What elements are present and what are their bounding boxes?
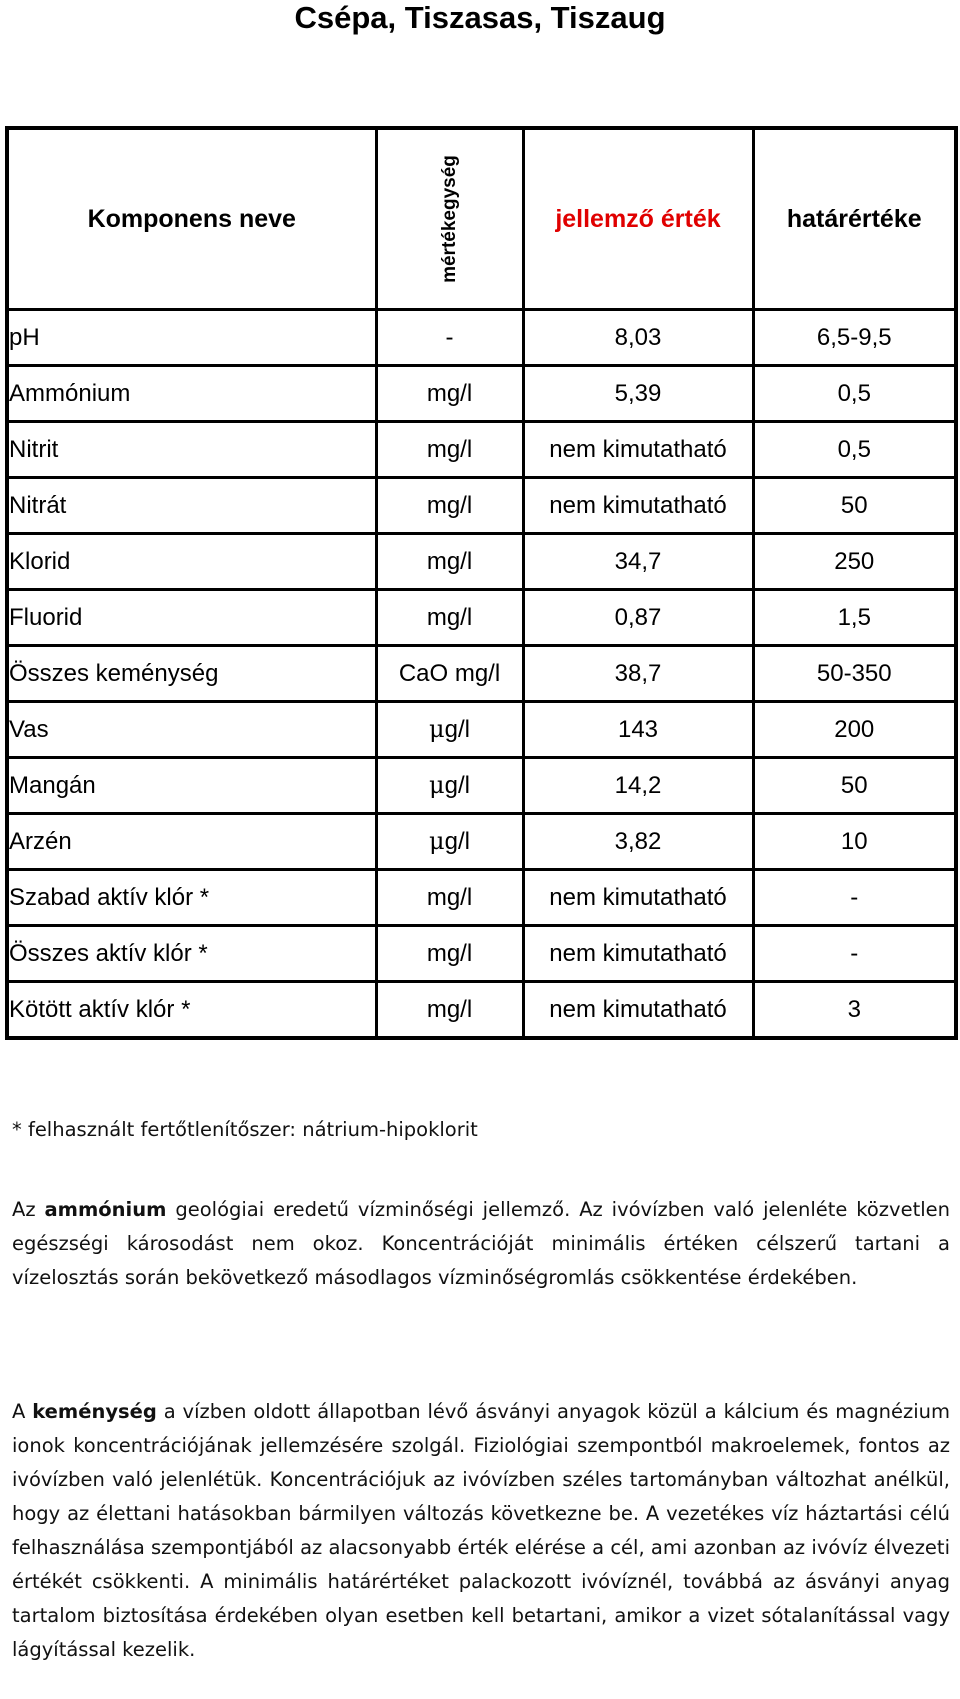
limit-value-cell: 1,5 <box>753 590 956 646</box>
unit-cell <box>376 422 523 478</box>
table-header-row <box>7 128 956 310</box>
paragraph-keyword: keménység <box>32 1400 157 1423</box>
component-name-cell: Ammónium <box>7 366 376 422</box>
typical-value-cell: nem kimutatható <box>523 870 753 926</box>
unit-cell <box>376 590 523 646</box>
table-row <box>7 534 956 590</box>
unit-cell <box>376 310 523 366</box>
table-row <box>7 422 956 478</box>
component-name-cell: Kötött aktív klór * <box>7 982 376 1039</box>
unit-label: mg/l <box>426 939 473 967</box>
component-name-cell: pH <box>7 310 376 366</box>
paragraph-text-pre: A <box>12 1400 33 1423</box>
component-name-cell: Fluorid <box>7 590 376 646</box>
paragraph-keyword: ammónium <box>44 1198 167 1221</box>
typical-value-cell: 3,82 <box>523 814 753 870</box>
page-title: Csépa, Tiszasas, Tiszaug <box>294 0 666 35</box>
typical-value-cell: 14,2 <box>523 758 753 814</box>
hardness-paragraph <box>12 1395 950 1667</box>
limit-value-cell: 3 <box>753 982 956 1039</box>
component-name-cell: Klorid <box>7 534 376 590</box>
unit-label: mg/l <box>426 379 473 407</box>
paragraph-text-pre: Az <box>12 1198 45 1221</box>
component-name-cell: Arzén <box>7 814 376 870</box>
limit-value-cell: 200 <box>753 702 956 758</box>
table-row <box>7 926 956 982</box>
unit-cell <box>376 646 523 702</box>
table-row <box>7 310 956 366</box>
ammonium-paragraph <box>12 1193 950 1295</box>
table-row <box>7 366 956 422</box>
limit-value-cell: 50 <box>753 478 956 534</box>
unit-label: mg/l <box>426 603 473 631</box>
header-limit-value: határértéke <box>753 128 956 310</box>
unit-label: g/l <box>444 716 470 743</box>
unit-label: mg/l <box>426 435 473 463</box>
typical-value-cell: 38,7 <box>523 646 753 702</box>
unit-cell <box>376 926 523 982</box>
table-row <box>7 814 956 870</box>
header-unit <box>376 128 523 310</box>
typical-value-cell: nem kimutatható <box>523 422 753 478</box>
limit-value-cell: 50 <box>753 758 956 814</box>
limit-value-cell: 0,5 <box>753 422 956 478</box>
component-name-cell: Összes keménység <box>7 646 376 702</box>
typical-value-cell: nem kimutatható <box>523 982 753 1039</box>
typical-value-cell: 8,03 <box>523 310 753 366</box>
unit-cell <box>376 534 523 590</box>
unit-label: mg/l <box>426 547 473 575</box>
typical-value-cell: nem kimutatható <box>523 478 753 534</box>
typical-value-cell: 0,87 <box>523 590 753 646</box>
micro-prefix: μ <box>429 771 445 799</box>
table-row <box>7 870 956 926</box>
component-name-cell: Nitrát <box>7 478 376 534</box>
typical-value-cell: 5,39 <box>523 366 753 422</box>
table-row <box>7 646 956 702</box>
component-name-cell: Szabad aktív klór * <box>7 870 376 926</box>
unit-cell <box>376 758 523 814</box>
header-component-name: Komponens neve <box>7 128 376 310</box>
micro-prefix: μ <box>429 715 445 743</box>
limit-value-cell: 6,5-9,5 <box>753 310 956 366</box>
unit-label: g/l <box>444 772 470 799</box>
unit-cell <box>376 478 523 534</box>
limit-value-cell: 0,5 <box>753 366 956 422</box>
unit-label: mg/l <box>426 883 473 911</box>
paragraph-text: geológiai eredetű vízminőségi jellemző. Az ivóvízben való jelenléte közvetlen egészségi károsodást nem okoz. Koncentrációját minimális értéken célszerű tartani a vízelosztás során bekövetkező másodlagos vízminőségromlás csökkentése érdekében. <box>12 1198 950 1289</box>
typical-value-cell: 143 <box>523 702 753 758</box>
limit-value-cell: 50-350 <box>753 646 956 702</box>
table-row <box>7 758 956 814</box>
unit-cell <box>376 702 523 758</box>
footnote: * felhasznált fertőtlenítőszer: nátrium-hipoklorit <box>12 1118 478 1141</box>
unit-cell <box>376 814 523 870</box>
header-unit-label: mértékegység <box>438 155 460 283</box>
typical-value-cell: 34,7 <box>523 534 753 590</box>
header-typical-value: jellemző érték <box>523 128 753 310</box>
unit-cell <box>376 982 523 1039</box>
unit-label: mg/l <box>426 491 473 519</box>
table-row <box>7 982 956 1039</box>
unit-cell <box>376 870 523 926</box>
component-name-cell: Nitrit <box>7 422 376 478</box>
paragraph-text: a vízben oldott állapotban lévő ásványi anyagok közül a kálcium és magnézium ionok koncentrációjának jellemzésére szolgál. Fiziológiai szempontból makroelemek, fontos az ivóvízben való jelenlétük. Koncentrációjuk az ivóvízben széles tartományban változhat anélkül, hogy az élettani hatásokban bármilyen változás következne be. A vezetékes víz háztartási célú felhasználása szempontjából az alacsonyabb érték elérése a cél, ami azonban az ivóvíz élvezeti értékét csökkenti. A minimális határértéket palackozott ivóvíznél, továbbá az ásványi anyag tartalom biztosítása érdekében olyan esetben kell betartani, amikor a vizet sótalanítással vagy lágyítással kezelik. <box>12 1400 950 1661</box>
table-row <box>7 590 956 646</box>
micro-prefix: μ <box>429 827 445 855</box>
water-quality-table <box>5 126 958 1040</box>
unit-label: mg/l <box>426 995 473 1023</box>
component-name-cell: Mangán <box>7 758 376 814</box>
component-name-cell: Összes aktív klór * <box>7 926 376 982</box>
typical-value-cell: nem kimutatható <box>523 926 753 982</box>
unit-label: g/l <box>444 828 470 855</box>
unit-label: - <box>445 323 454 351</box>
limit-value-cell: 10 <box>753 814 956 870</box>
limit-value-cell: - <box>753 926 956 982</box>
component-name-cell: Vas <box>7 702 376 758</box>
limit-value-cell: 250 <box>753 534 956 590</box>
limit-value-cell: - <box>753 870 956 926</box>
table-row <box>7 478 956 534</box>
table-row <box>7 702 956 758</box>
unit-label: CaO mg/l <box>398 659 501 687</box>
unit-cell <box>376 366 523 422</box>
